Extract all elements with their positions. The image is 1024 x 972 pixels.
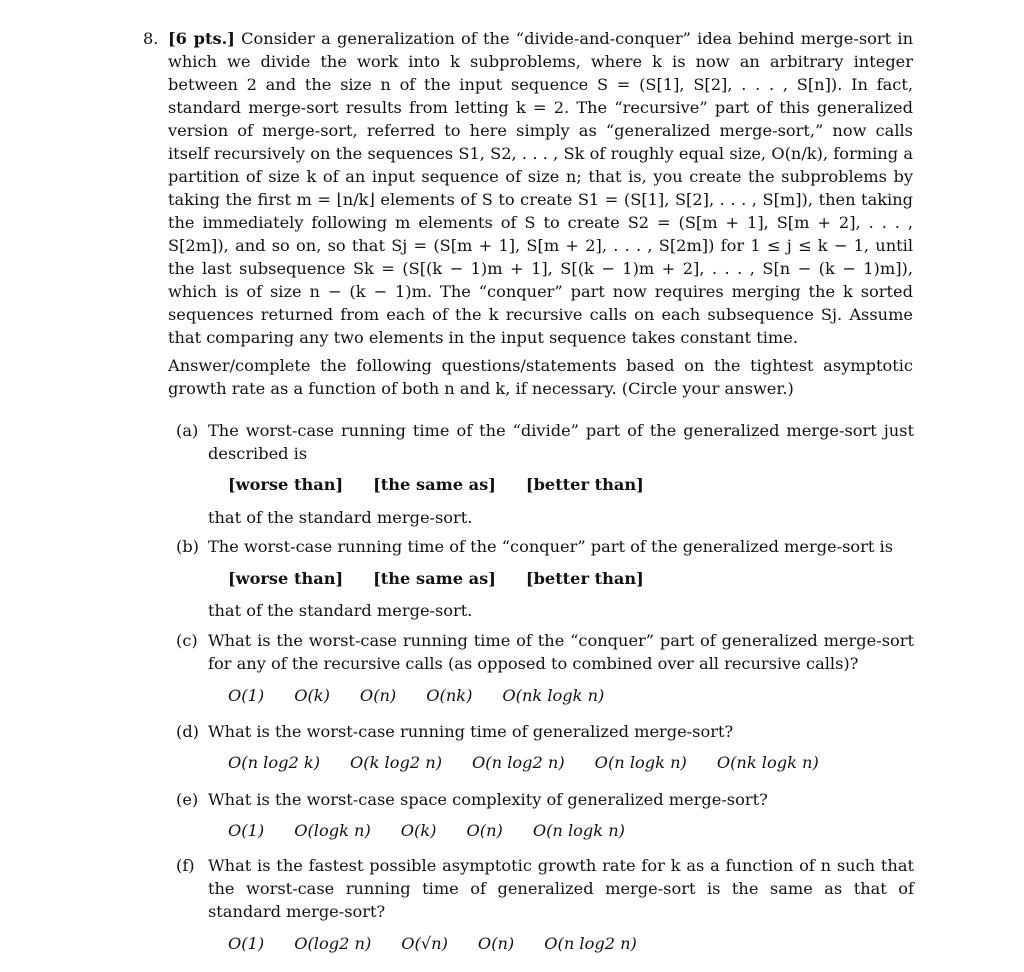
- part-f-choices: [228, 932, 637, 955]
- part-d-label: (d): [176, 722, 199, 741]
- part-e-text: What is the worst-case space complexity of generalized merge-sort?: [208, 790, 768, 809]
- part-a-choice-2[interactable]: [the same as]: [373, 475, 496, 494]
- part-b-choices: [228, 567, 644, 590]
- part-b-label: (b): [176, 537, 199, 556]
- part-f-label: (f): [176, 856, 195, 875]
- part-f-choice-5[interactable]: O(n log2 n): [544, 934, 637, 953]
- part-c-choice-5[interactable]: O(nk logk n): [502, 686, 605, 705]
- answer-instructions: Answer/complete the following questions/statements based on the tightest asymptotic growth rate as a function of both n and k, if necessary. (Circle your answer.): [168, 356, 913, 398]
- part-d-text: What is the worst-case running time of generalized merge-sort?: [208, 722, 734, 741]
- part-b-text: The worst-case running time of the “conquer” part of the generalized merge-sort is: [208, 537, 894, 556]
- part-c-choice-1[interactable]: O(1): [228, 686, 265, 705]
- part-f-choice-3[interactable]: O(√n): [401, 934, 448, 953]
- part-f-choice-4[interactable]: O(n): [477, 934, 515, 953]
- part-b-choice-3[interactable]: [better than]: [525, 569, 644, 588]
- part-c-choice-4[interactable]: O(nk): [426, 686, 473, 705]
- part-e: [176, 788, 914, 811]
- part-e-choice-3[interactable]: O(k): [400, 821, 437, 840]
- part-a-choice-1[interactable]: [worse than]: [228, 475, 344, 494]
- part-d-choices: [228, 751, 819, 774]
- part-a: [176, 419, 914, 465]
- part-e-choices: [228, 819, 625, 842]
- question-intro-text: Consider a generalization of the “divide-and-conquer” idea behind merge-sort in which we divide the work into k subproblems, where k is now an arbitrary integer between 2 and the size n of the input sequence S = (S[1], S[2], . . . , S[n]). In fact, standard merge-sort results from letting k = 2. The “recursive” part of this generalized version of merge-sort, referred to here simply as “generalized merge-sort,” now calls itself recursively on the sequences S1, S2, . . . , Sk of roughly equal size, O(n/k), forming a partition of size k of an input sequence of size n; that is, you create the subproblems by taking the first m = ⌊n/k⌋ elements of S to create S1 = (S[1], S[2], . . . , S[m]), then taking the immediately following m elements of S to create S2 = (S[m + 1], S[m + 2], . . . , S[2m]), and so on, so that Sj = (S[m + 1], S[m + 2], . . . , S[2m]) for 1 ≤ j ≤ k − 1, until the last subsequence Sk = (S[(k − 1)m + 1], S[(k − 1)m + 2], . . . , S[n − (k − 1)m]), which is of size n − (k − 1)m. The “conquer” part now requires merging the k sorted sequences returned from each of the k recursive calls on each subsequence Sj. Assume that comparing any two elements in the input sequence takes constant time.: [168, 29, 913, 347]
- part-c-text: What is the worst-case running time of the “conquer” part of generalized merge-sort for any of the recursive calls (as opposed to combined over all recursive calls)?: [208, 631, 914, 673]
- question-intro: [168, 27, 913, 349]
- part-d-choice-2[interactable]: O(k log2 n): [350, 753, 443, 772]
- part-a-label: (a): [176, 421, 199, 440]
- part-c-choices: [228, 684, 604, 707]
- part-d-choice-3[interactable]: O(n log2 n): [472, 753, 565, 772]
- part-e-choice-4[interactable]: O(n): [466, 821, 503, 840]
- part-e-choice-2[interactable]: O(logk n): [294, 821, 371, 840]
- part-d: [176, 720, 914, 743]
- part-c: [176, 629, 914, 675]
- part-f: [176, 854, 914, 923]
- part-d-choice-4[interactable]: O(n logk n): [594, 753, 687, 772]
- part-a-choices: [228, 473, 644, 496]
- part-e-choice-1[interactable]: O(1): [228, 821, 265, 840]
- part-f-choice-2[interactable]: O(log2 n): [294, 934, 372, 953]
- part-b-choice-1[interactable]: [worse than]: [228, 569, 344, 588]
- part-a-choice-3[interactable]: [better than]: [525, 475, 644, 494]
- part-e-choice-5[interactable]: O(n logk n): [532, 821, 625, 840]
- part-e-label: (e): [176, 790, 199, 809]
- part-b-choice-2[interactable]: [the same as]: [373, 569, 496, 588]
- part-d-choice-1[interactable]: O(n log2 k): [228, 753, 321, 772]
- part-a-after: that of the standard merge-sort.: [208, 508, 473, 527]
- question-number: 8.: [143, 29, 159, 48]
- part-f-text: What is the fastest possible asymptotic growth rate for k as a function of n such that the worst-case running time of generalized merge-sort is the same as that of standard merge-sort?: [208, 856, 914, 921]
- part-b: [176, 535, 914, 558]
- part-f-choice-1[interactable]: O(1): [228, 934, 265, 953]
- question-points: [6 pts.]: [168, 29, 235, 48]
- part-c-choice-2[interactable]: O(k): [294, 686, 330, 705]
- part-a-text: The worst-case running time of the “divide” part of the generalized merge-sort just described is: [208, 421, 914, 463]
- part-b-after: that of the standard merge-sort.: [208, 601, 473, 620]
- part-d-choice-5[interactable]: O(nk logk n): [716, 753, 819, 772]
- part-c-label: (c): [176, 631, 198, 650]
- part-c-choice-3[interactable]: O(n): [359, 686, 397, 705]
